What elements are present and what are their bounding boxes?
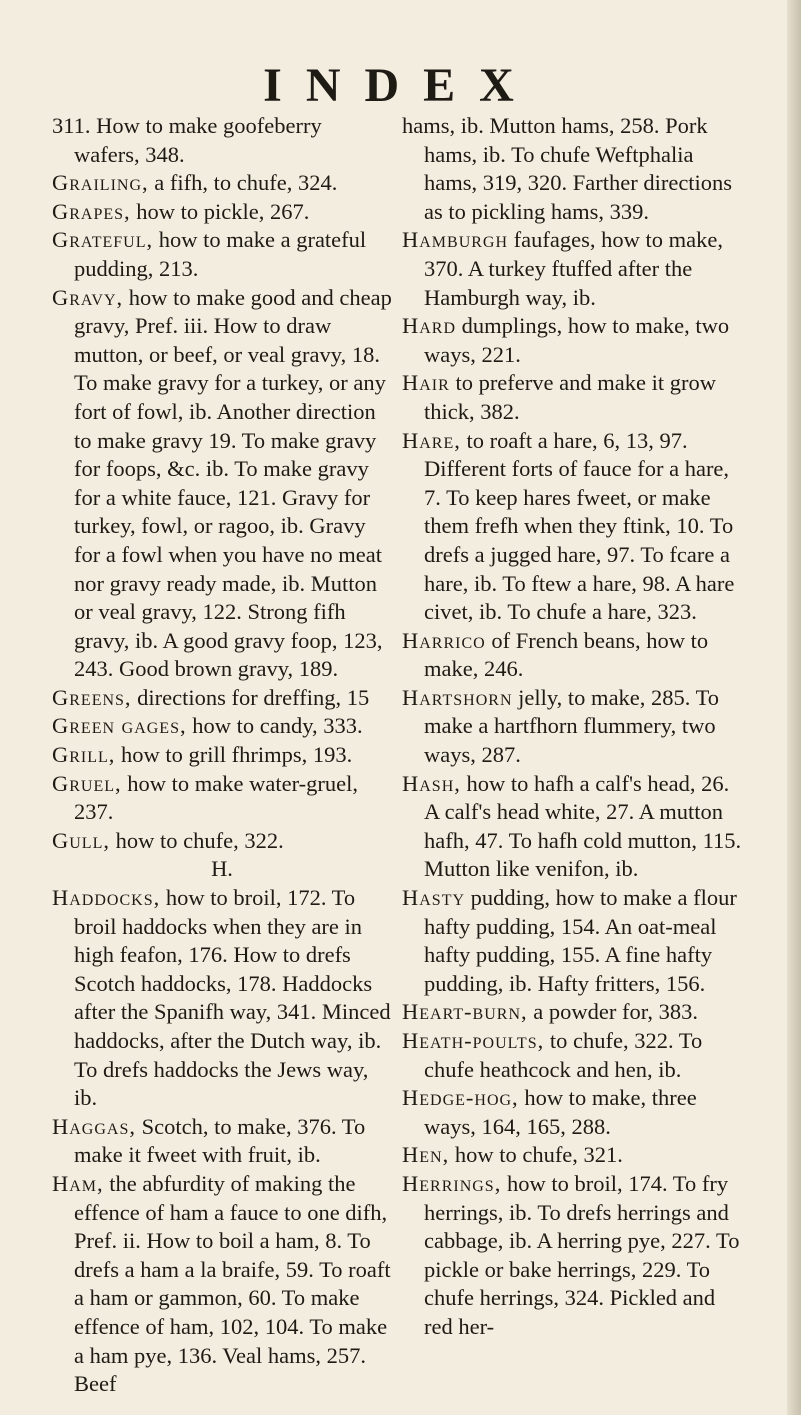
index-entry bbox=[402, 1141, 742, 1170]
index-entry bbox=[52, 827, 392, 856]
entry-text: pudding, how to make a flour hafty pudding, 154. An oat-meal hafty pudding, 155. A fine hafty pudding, ib. Hafty fritters, 156. bbox=[424, 885, 737, 996]
index-entry bbox=[52, 1113, 392, 1170]
entry-keyword: Hamburgh bbox=[402, 227, 509, 253]
entry-keyword: Hedge-hog, bbox=[402, 1085, 519, 1111]
entry-text: to preferve and make it grow thick, 382. bbox=[424, 370, 716, 424]
entry-text: jelly, to make, 285. To make a hartfhorn flummery, two ways, 287. bbox=[424, 684, 720, 768]
entry-keyword: Greens, bbox=[52, 684, 132, 710]
entry-text: how to make good and cheap gravy, Pref. iii. How to draw mutton, or beef, or veal gravy, 18. To make gravy for a turkey, or any fort of fowl, ib. Another direction to make gravy 19. To make gravy for foops, &c. ib. To make gravy for a white fauce, 121. Gravy for turkey, fowl, or ragoo, ib. Gravy for a fowl when you have no meat nor gravy ready made, ib. Mutton or veal gravy, 122. Strong fifh gravy, ib. A good gravy foop, 123, 243. Good brown gravy, 189. bbox=[74, 284, 392, 682]
entry-text: a fifh, to chufe, 324. bbox=[148, 170, 338, 196]
entry-keyword: Haddocks, bbox=[52, 885, 161, 911]
index-entry bbox=[52, 712, 392, 741]
entry-keyword: Hen, bbox=[402, 1142, 450, 1168]
index-entry bbox=[402, 684, 742, 770]
index-entry bbox=[402, 884, 742, 998]
entry-text: faufages, how to make, 370. A turkey ftuffed after the Hamburgh way, ib. bbox=[424, 227, 723, 310]
entry-text: how to broil, 174. To fry herrings, ib. To drefs herrings and cabbage, ib. A herring pye, 227. To pickle or bake herrings, 229. To chufe herrings, 324. Pickled and red her- bbox=[424, 1170, 740, 1339]
index-entry bbox=[52, 884, 392, 1113]
index-entry bbox=[52, 198, 392, 227]
entry-keyword: Harrico bbox=[402, 627, 486, 653]
entry-text: to roaft a hare, 6, 13, 97. Different forts of fauce for a hare, 7. To keep hares fweet, or make them frefh when they ftink, 10. To drefs a jugged hare, 97. To fcare a hare, ib. To ftew a hare, 98. A hare civet, ib. To chufe a hare, 323. bbox=[424, 427, 735, 625]
entry-text: how to chufe, 322. bbox=[109, 827, 284, 853]
entry-text: the abfurdity of making the effence of ham a fauce to one difh, Pref. ii. How to boil a ham, 8. To drefs a ham a la braife, 59. To roaft a ham or gammon, 60. To make effence of ham, 102, 104. To make a ham pye, 136. Veal hams, 257. Beef bbox=[74, 1170, 391, 1397]
entry-text: 311. How to make goofeberry wafers, 348. bbox=[52, 113, 322, 167]
entry-text: how to grill fhrimps, 193. bbox=[115, 742, 353, 768]
entry-keyword: H. bbox=[211, 856, 233, 882]
entry-keyword: Heath-poults, bbox=[402, 1028, 545, 1053]
entry-text: of French beans, how to make, 246. bbox=[424, 627, 709, 682]
right-column bbox=[402, 112, 742, 1342]
index-entry bbox=[402, 427, 742, 627]
index-entry bbox=[402, 112, 742, 226]
entry-keyword: Herrings, bbox=[402, 1170, 502, 1196]
entry-keyword: Hair bbox=[402, 370, 450, 396]
entry-keyword: Hard bbox=[402, 313, 457, 339]
entry-text: hams, ib. Mutton hams, 258. Pork hams, ib. To chufe Weftphalia hams, 319, 320. Farther directions as to pickling hams, 339. bbox=[402, 113, 733, 224]
entry-text: directions for dreffing, 15 bbox=[131, 684, 370, 710]
entry-text: how to candy, 333. bbox=[186, 713, 363, 739]
entry-keyword: Grill, bbox=[52, 742, 116, 768]
entry-keyword: Hasty bbox=[402, 885, 466, 911]
index-entry bbox=[52, 770, 392, 827]
index-entry bbox=[52, 226, 392, 283]
index-entry bbox=[402, 627, 742, 684]
entry-text: how to make, three ways, 164, 165, 288. bbox=[424, 1085, 697, 1139]
entry-keyword: Grailing, bbox=[52, 170, 149, 196]
entry-keyword: Grapes, bbox=[52, 198, 131, 224]
index-entry bbox=[402, 226, 742, 312]
index-entry bbox=[52, 741, 392, 770]
entry-keyword: Green gages, bbox=[52, 713, 187, 739]
entry-text: how to make a grateful pudding, 213. bbox=[74, 227, 367, 281]
entry-text: how to chufe, 321. bbox=[449, 1142, 623, 1168]
page-edge bbox=[787, 0, 801, 1415]
entry-keyword: Ham, bbox=[52, 1170, 104, 1196]
page-title: INDEX bbox=[263, 59, 538, 112]
index-entry bbox=[402, 1027, 742, 1084]
entry-text: a powder for, 383. bbox=[527, 999, 698, 1025]
entry-keyword: Haggas, bbox=[52, 1113, 136, 1139]
entry-text: how to hafh a calf's head, 26. A calf's head white, 27. A mutton hafh, 47. To hafh cold mutton, 115. Mutton like venifon, ib. bbox=[424, 770, 742, 882]
entry-keyword: Gruel, bbox=[52, 770, 122, 796]
index-entry bbox=[52, 112, 392, 169]
index-entry bbox=[402, 369, 742, 426]
entry-keyword: Gravy, bbox=[52, 284, 124, 310]
entry-text: Scotch, to make, 376. To make it fweet with fruit, ib. bbox=[74, 1113, 366, 1168]
entry-keyword: Hash, bbox=[402, 770, 461, 796]
entry-keyword: Hartshorn bbox=[402, 684, 513, 710]
entry-keyword: Hare, bbox=[402, 427, 461, 453]
entry-keyword: Gull, bbox=[52, 827, 110, 853]
entry-text: how to broil, 172. To broil haddocks when they are in high feafon, 176. How to drefs Scotch haddocks, 178. Haddocks after the Spanifh way, 341. Minced haddocks, after the Dutch way, ib. To drefs haddocks the Jews way, ib. bbox=[74, 885, 391, 1111]
entry-text: how to pickle, 267. bbox=[130, 198, 310, 224]
index-entry bbox=[402, 1084, 742, 1141]
entry-keyword: Grateful, bbox=[52, 227, 154, 253]
entry-keyword: Heart-burn, bbox=[402, 999, 528, 1025]
entry-text: dumplings, how to make, two ways, 221. bbox=[424, 313, 730, 367]
entry-text: to chufe, 322. To chufe heathcock and hen, ib. bbox=[424, 1028, 703, 1082]
index-entry bbox=[402, 998, 742, 1027]
left-column bbox=[52, 112, 392, 1399]
entry-text: how to make water-gruel, 237. bbox=[74, 770, 358, 825]
index-entry bbox=[52, 855, 392, 884]
index-entry bbox=[52, 1170, 392, 1399]
index-entry bbox=[402, 770, 742, 884]
index-entry bbox=[402, 312, 742, 369]
index-entry bbox=[52, 284, 392, 684]
index-entry bbox=[52, 169, 392, 198]
index-entry bbox=[52, 684, 392, 713]
index-entry bbox=[402, 1170, 742, 1342]
